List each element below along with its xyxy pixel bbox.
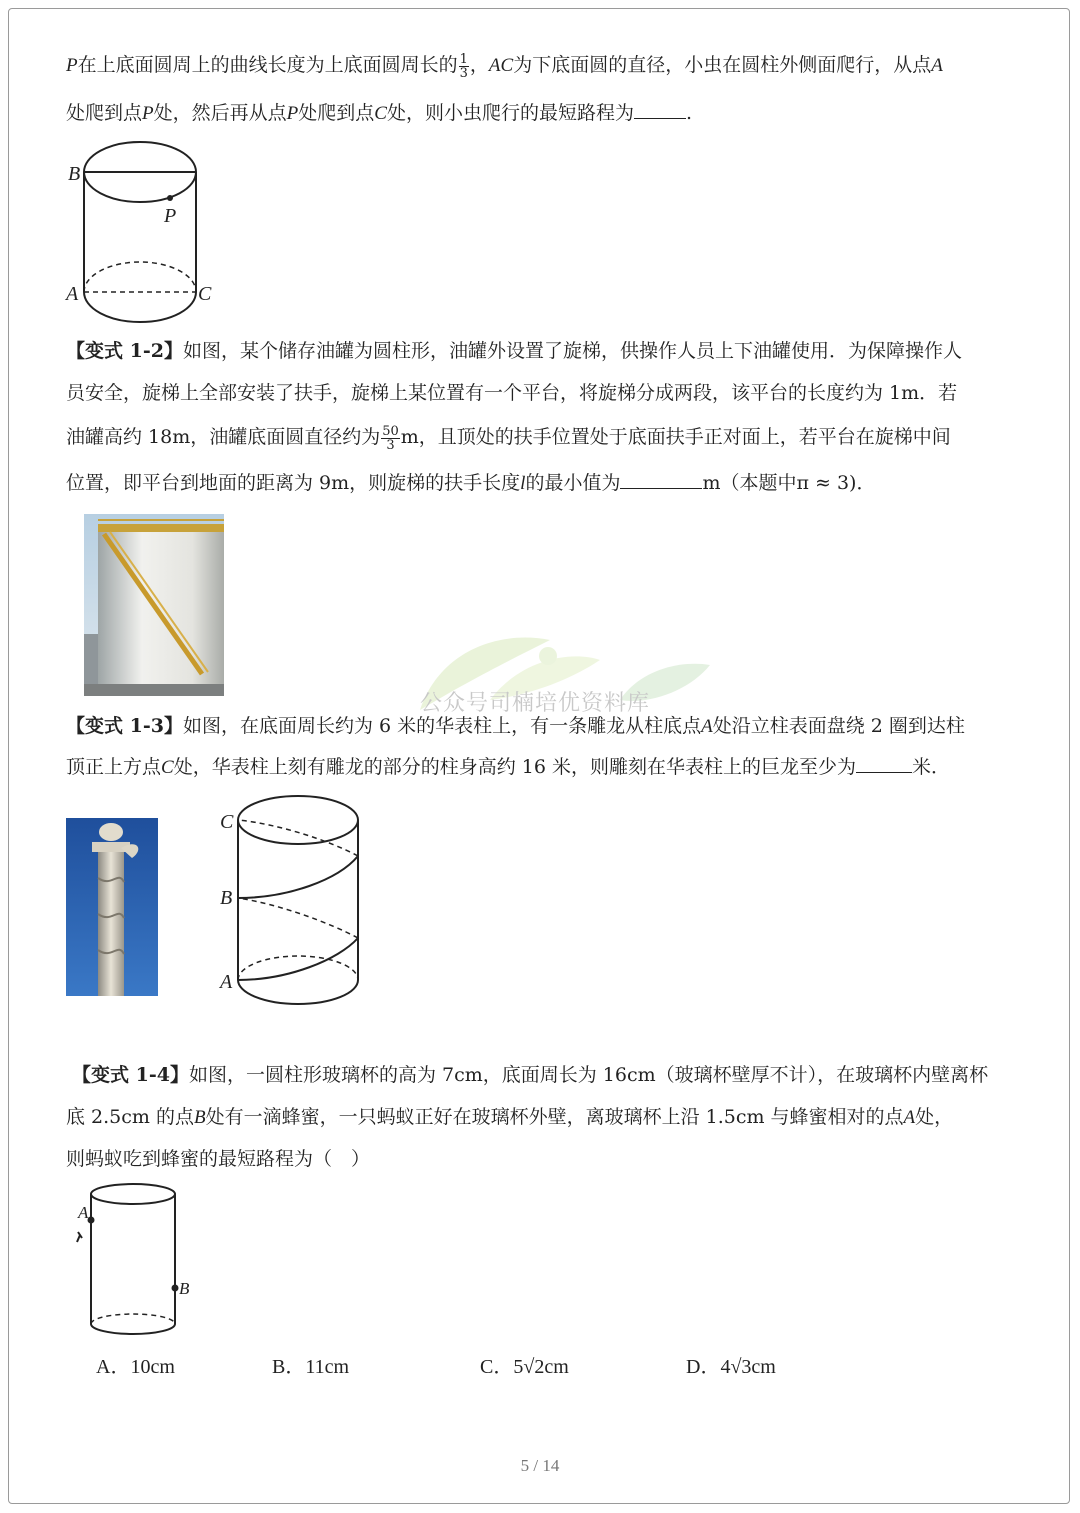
label-b: B (68, 163, 81, 185)
spiral-front-2 (238, 856, 358, 898)
bottom-front-arc (91, 1324, 175, 1334)
label-a: A (66, 283, 79, 305)
bottom-back-arc (91, 1314, 175, 1324)
label-a: A (78, 1203, 89, 1222)
label-p: P (164, 205, 177, 227)
prev-problem-line-1: P在上底面圆周上的曲线长度为上底面圆周长的 $\frac{1}{3}$ ，AC为下底面圆的直径，小虫在圆柱外侧面爬行，从点A (66, 51, 943, 81)
option-b[interactable]: B．11cm (272, 1356, 350, 1378)
point-b (172, 1285, 179, 1292)
huabiao-pillar-photo (66, 818, 158, 996)
option-a[interactable]: A．10cm (96, 1356, 175, 1378)
variant-1-4-line-2: 底 2.5cm 的点B处有一滴蜂蜜，一只蚂蚁正好在玻璃杯外壁，离玻璃杯上沿 1.5cm 与蜂蜜相对的点A处， (66, 1106, 954, 1128)
glass-cylinder-figure (70, 1180, 190, 1340)
point-p (167, 195, 173, 201)
variant-1-3-line-2: 顶正上方点C处，华表柱上刻有雕龙的部分的柱身高约 16 米，则雕刻在华表柱上的巨龙至少为 米． (66, 746, 1046, 789)
fraction-fifty-thirds: $\frac{50}{3}$ (382, 423, 399, 453)
bottom-back-arc (84, 262, 196, 292)
option-c[interactable]: C．5√2cm (480, 1356, 569, 1378)
variant-1-2-line-2: 员安全，旋梯上全部安装了扶手，旋梯上某位置有一个平台，将旋梯分成两段，该平台的长度约为 1m．若 (66, 382, 958, 404)
page-number: 5 / 14 (520, 1456, 560, 1475)
option-d[interactable]: D．4√3cm (686, 1356, 776, 1378)
fraction-one-third: $\frac{1}{3}$ (459, 51, 468, 81)
prev-problem-line-2: 处爬到点P处，然后再从点P处爬到点C处，则小虫爬行的最短路程为 . (66, 90, 1046, 137)
huabiao-illustration (66, 818, 158, 996)
leaf-dot (539, 647, 557, 665)
variant-1-4-line-1: 【变式 1-4】如图，一圆柱形玻璃杯的高为 7cm，底面周长为 16cm（玻璃杯壁厚不计），在玻璃杯内壁离杯 (72, 1064, 989, 1086)
bottom-front-arc (238, 980, 358, 1004)
label-c: C (198, 283, 212, 305)
point-a (88, 1217, 95, 1224)
top-ellipse (238, 796, 358, 844)
answer-blank (634, 98, 686, 119)
variant-1-4-tag: 【变式 1-4】 (72, 1064, 189, 1086)
variant-1-2-tag: 【变式 1-2】 (66, 340, 183, 362)
answer-blank (620, 468, 702, 489)
label-c: C (220, 811, 234, 833)
answer-blank (856, 752, 912, 773)
variant-1-3-tag: 【变式 1-3】 (66, 715, 183, 737)
spiral-front-1 (238, 938, 358, 980)
oil-tank-photo (84, 514, 224, 696)
variant-1-2-line-4: 位置，即平台到地面的距离为 9m，则旋梯的扶手长度l的最小值为 m（本题中π ≈ 3)． (66, 462, 1046, 505)
variant-1-4-line-3: 则蚂蚁吃到蜂蜜的最短路程为（ ） (66, 1148, 371, 1170)
variant-1-3-line-1: 【变式 1-3】如图，在底面周长约为 6 米的华表柱上，有一条雕龙从柱底点A处沿立柱表面盘绕 2 圈到达柱 (66, 715, 965, 737)
variant-1-2-line-3: 油罐高约 18m，油罐底面圆直径约为 $\frac{50}{3}$ m，且顶处的扶手位置处于底面扶手正对面上，若平台在旋梯中间 (66, 423, 951, 453)
cylinder-figure-bpac (60, 134, 220, 314)
bottom-back-arc (238, 956, 358, 980)
watermark-text: 公众号司楠培优资料库 (420, 691, 651, 716)
variant-1-2-line-1: 【变式 1-2】如图，某个储存油罐为圆柱形，油罐外设置了旋梯，供操作人员上下油罐使用．为保障操作人 (66, 340, 962, 362)
top-ellipse (91, 1184, 175, 1204)
ant-icon (77, 1232, 82, 1242)
label-a: A (220, 971, 233, 993)
label-b: B (220, 887, 233, 909)
label-b: B (179, 1279, 190, 1298)
oil-tank-illustration (84, 514, 224, 696)
cylinder-figure-spiral (218, 790, 368, 1010)
spiral-back-1 (238, 898, 358, 938)
